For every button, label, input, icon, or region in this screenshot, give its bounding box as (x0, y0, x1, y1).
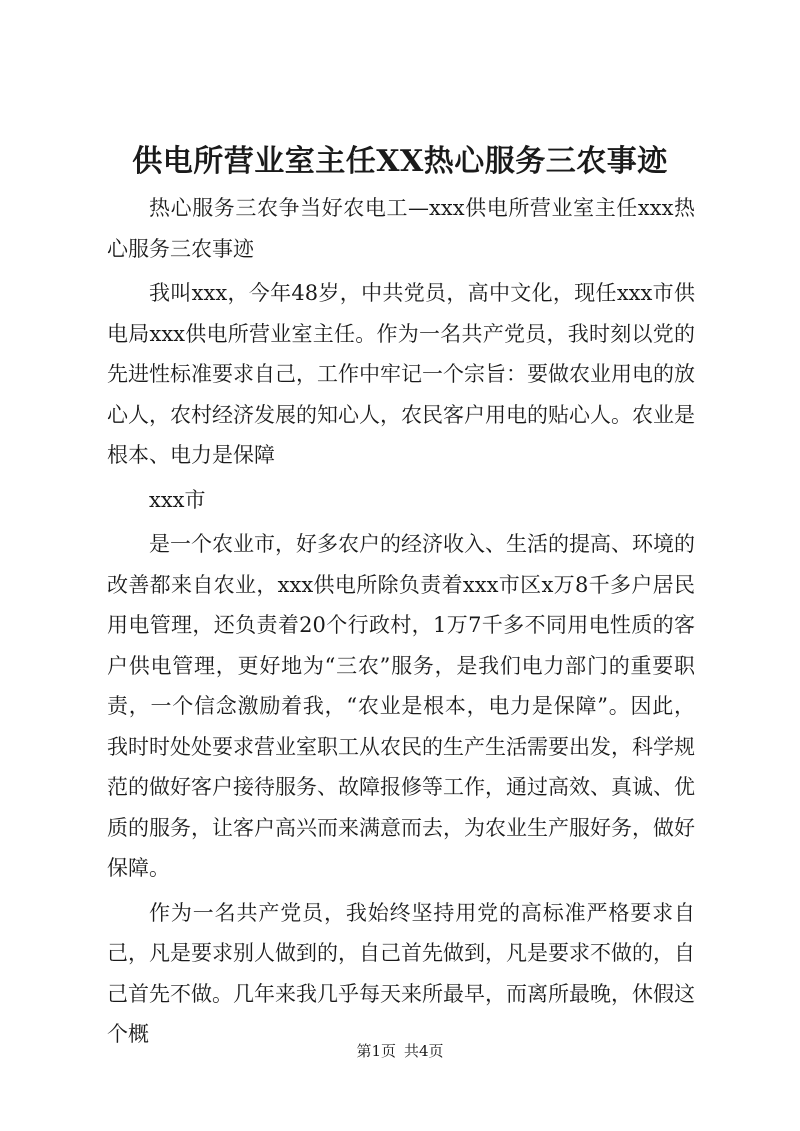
page-total: 共4页 (404, 1042, 444, 1060)
paragraph-city: xxx市 (149, 487, 206, 512)
paragraph-intro: 我叫xxx，今年48岁，中共党员，高中文化，现任xxx市供电局xxx供电所营业室主任。作为一名共产党员，我时刻以党的先进性标准要求自己，工作中牢记一个宗旨：要做农业用电的放心人，农村经济发展的知心人，农民客户用电的贴心人。农业是根本、电力是保障 (107, 281, 695, 467)
page-footer (0, 1040, 800, 1061)
document-body (107, 188, 695, 1055)
paragraph-subtitle: 热心服务三农争当好农电工—xxx供电所营业室主任xxx热心服务三农事迹 (107, 196, 695, 261)
paragraph-party-member: 作为一名共产党员，我始终坚持用党的高标准严格要求自己，凡是要求别人做到的，自己首先做到，凡是要求不做的，自己首先不做。几年来我几乎每天来所最早，而离所最晚，休假这个概 (107, 900, 695, 1046)
page-number: 第1页 (356, 1042, 396, 1060)
paragraph-agriculture: 是一个农业市，好多农户的经济收入、生活的提高、环境的改善都来自农业，xxx供电所除负责着xxx市区x万8千多户居民用电管理，还负责着20个行政村，1万7千多不同用电性质的客户供电管理，更好地为“三农”服务，是我们电力部门的重要职责，一个信念激励着我，“农业是根本，电力是保障”。因此，我时时处处要求营业室职工从农民的生产生活需要出发，科学规范的做好客户接待服务、故障报修等工作，通过高效、真诚、优质的服务，让客户高兴而来满意而去，为农业生产服好务，做好保障。 (107, 532, 695, 880)
document-title: 供电所营业室主任XX热心服务三农事迹 (132, 144, 668, 179)
